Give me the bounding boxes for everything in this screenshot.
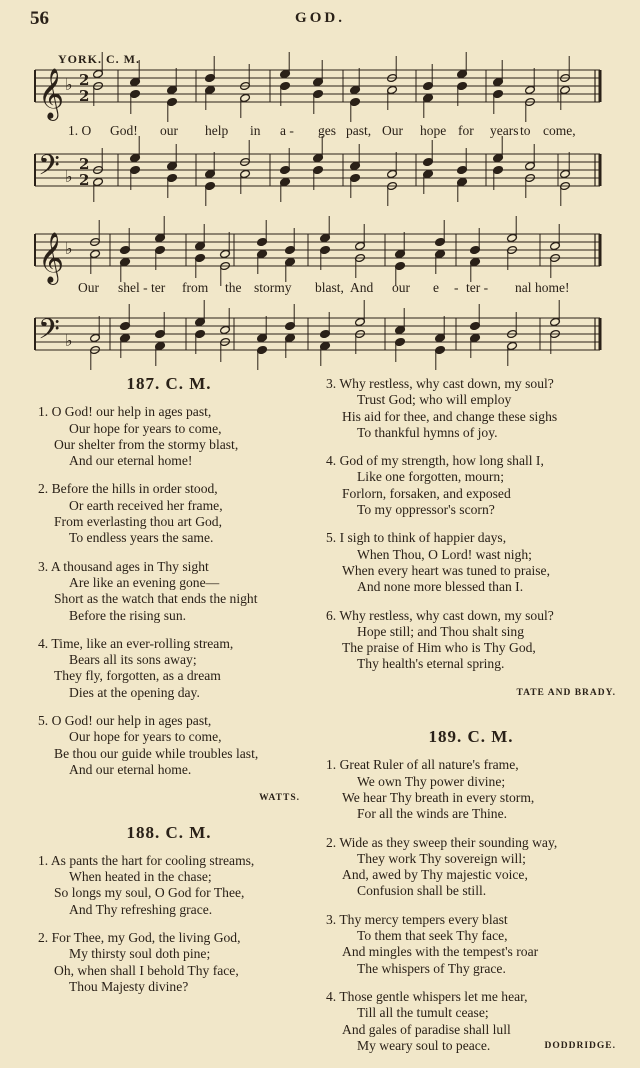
stanza — [326, 912, 616, 977]
flat-icon: ♭ — [65, 239, 73, 258]
stanza — [326, 376, 616, 441]
flat-icon: ♭ — [65, 75, 73, 94]
verse-line: And our eternal home. — [69, 761, 192, 777]
lyric-syllable: shel - ter — [118, 280, 166, 295]
flat-icon: ♭ — [65, 331, 73, 350]
stanza — [38, 930, 300, 995]
bass-clef-icon: 𝄢 — [38, 313, 60, 353]
verse-line: My weary soul to peace. — [357, 1037, 491, 1053]
verse-line: Thou Majesty divine? — [69, 978, 189, 994]
time-signature-top: 2 — [79, 71, 90, 89]
time-signature-bottom: 2 — [79, 87, 90, 105]
verse-line: 3. Why restless, why cast down, my soul? — [326, 376, 554, 391]
author-attribution: WATTS. — [259, 793, 300, 804]
lyric-syllable: home! — [535, 280, 570, 295]
right-column — [326, 376, 616, 1068]
lyric-syllable: ter - — [466, 280, 489, 295]
verse-line: Confusion shall be still. — [357, 883, 487, 899]
lyric-syllable: Our — [382, 123, 403, 138]
lyric-syllable: hope — [420, 123, 447, 138]
stanza — [326, 453, 616, 518]
verse-line: 6. Why restless, why cast down, my soul? — [326, 607, 554, 623]
verse-line: When heated in the chase; — [69, 869, 212, 885]
stanza — [326, 835, 616, 900]
verse-line: Or earth received her frame, — [69, 497, 223, 513]
verse-line: We hear Thy breath in every storm, — [342, 789, 535, 805]
lyric-syllable: Our — [78, 280, 99, 295]
hymn-189-heading: 189. C. M. — [428, 727, 514, 747]
verse-line: Before the rising sun. — [69, 607, 187, 623]
verse-line: Our shelter from the stormy blast, — [54, 436, 239, 452]
lyric-syllable: stormy — [254, 280, 292, 295]
lyric-syllable: help — [205, 123, 229, 138]
stanza — [38, 404, 300, 469]
verse-line: And none more blessed than I. — [357, 579, 524, 595]
verse-line: 3. A thousand ages in Thy sight — [38, 558, 209, 574]
verse-line: To thankful hymns of joy. — [357, 424, 498, 440]
verse-line: To endless years the same. — [69, 530, 214, 546]
verse-line: 5. I sigh to think of happier days, — [326, 530, 507, 546]
author-attribution: DODDRIDGE. — [544, 1041, 616, 1052]
verse-line: To them that seek Thy face, — [357, 928, 508, 944]
verse-line: Till all the tumult cease; — [357, 1005, 489, 1021]
verse-line: 3. Thy mercy tempers every blast — [326, 911, 508, 927]
verse-line: The praise of Him who is Thy God, — [342, 640, 536, 656]
verse-line: 4. Those gentle whispers let me hear, — [326, 988, 528, 1004]
verse-line: 4. God of my strength, how long shall I, — [326, 453, 544, 469]
stanza — [326, 530, 616, 595]
verse-line: When every heart was tuned to praise, — [342, 562, 550, 578]
verse-line: 2. Before the hills in order stood, — [38, 481, 218, 497]
tune-name: YORK. C. M. — [58, 52, 140, 66]
lyric-syllable: blast, — [315, 280, 344, 295]
lyric-syllable: ges — [318, 123, 336, 138]
verse-line: Hope still; and Thou shalt sing — [357, 623, 525, 639]
lyric-syllable: the — [225, 280, 242, 295]
time-signature-top: 2 — [79, 155, 90, 173]
verse-line: Bears all its sons away; — [69, 652, 197, 668]
verse-line: Our hope for years to come, — [69, 729, 222, 745]
verse-line: So longs my soul, O God for Thee, — [54, 885, 245, 901]
running-head: GOD. — [295, 10, 345, 26]
verse-line: 1. As pants the hart for cooling streams, — [38, 852, 255, 868]
lyric-syllable: - — [454, 280, 459, 295]
treble-clef-icon: 𝄞 — [38, 68, 65, 119]
treble-clef-icon: 𝄞 — [38, 232, 65, 283]
verse-line: Short as the watch that ends the night — [54, 591, 258, 607]
verse-line: 2. For Thee, my God, the living God, — [38, 930, 241, 946]
verse-line: His aid for thee, and change these sighs — [342, 408, 558, 424]
verse-line: The whispers of Thy grace. — [357, 960, 506, 976]
flat-icon: ♭ — [65, 167, 73, 186]
verse-line: And mingles with the tempest's roar — [342, 944, 539, 960]
lyric-syllable: our — [392, 280, 410, 295]
stanza — [326, 608, 616, 673]
time-signature-bottom: 2 — [79, 171, 90, 189]
lyric-syllable: 1. O — [68, 123, 92, 138]
verse-line: And, awed by Thy majestic voice, — [342, 867, 528, 883]
verse-line: 2. Wide as they sweep their sounding way, — [326, 834, 558, 850]
verse-line: To my oppressor's scorn? — [357, 502, 495, 518]
stanza — [38, 636, 300, 701]
lyric-syllable: our — [160, 123, 178, 138]
verse-line: For all the winds are Thine. — [357, 806, 508, 822]
stanza — [38, 713, 300, 778]
lyric-syllable: from — [182, 280, 209, 295]
verse-line: 1. O God! our help in ages past, — [38, 404, 212, 420]
verse-line: Be thou our guide while troubles last, — [54, 745, 259, 761]
verse-line: They fly, forgotten, as a dream — [54, 668, 221, 684]
verse-line: They work Thy sovereign will; — [357, 850, 526, 866]
verse-line: Oh, when shall I behold Thy face, — [54, 962, 239, 978]
verse-line: When Thou, O Lord! wast nigh; — [357, 546, 532, 562]
verse-line: Thy health's eternal spring. — [357, 656, 505, 672]
verse-line: 4. Time, like an ever-rolling stream, — [38, 635, 234, 651]
lyric-syllable: a - — [280, 123, 294, 138]
verse-line: And Thy refreshing grace. — [69, 901, 213, 917]
verse-line: Our hope for years to come, — [69, 420, 222, 436]
lyric-syllable: e — [433, 280, 439, 295]
verse-line: Are like an evening gone— — [69, 574, 220, 590]
lyric-syllable: in — [250, 123, 261, 138]
lyric-syllable: for — [458, 123, 474, 138]
verse-line: Dies at the opening day. — [69, 684, 200, 700]
lyric-syllable: years — [490, 123, 519, 138]
verse-line: 5. O God! our help in ages past, — [38, 713, 212, 729]
stanza — [38, 481, 300, 546]
verse-line: My thirsty soul doth pine; — [69, 946, 211, 962]
lyric-syllable: nal — [515, 280, 532, 295]
hymn-187-heading: 187. C. M. — [126, 374, 212, 393]
lyric-syllable: come, — [543, 123, 576, 138]
music-score — [0, 0, 640, 370]
verse-line: And gales of paradise shall lull — [342, 1021, 511, 1037]
author-attribution: TATE AND BRADY. — [516, 687, 616, 698]
stanza — [38, 559, 300, 624]
bass-clef-icon: 𝄢 — [38, 149, 60, 189]
lyric-syllable: And — [350, 280, 374, 295]
stanza — [326, 757, 616, 822]
page-number: 56 — [30, 8, 49, 29]
verse-line: Like one forgotten, mourn; — [357, 469, 504, 485]
stanza — [38, 853, 300, 918]
lyric-syllable: God! — [110, 123, 138, 138]
verse-line: From everlasting thou art God, — [54, 514, 223, 530]
lyric-syllable: to — [520, 123, 531, 138]
hymn-188-heading: 188. C. M. — [126, 822, 212, 842]
verse-line: We own Thy power divine; — [357, 773, 506, 789]
verse-line: 1. Great Ruler of all nature's frame, — [326, 757, 519, 773]
left-column — [38, 376, 300, 1007]
lyric-syllable: past, — [346, 123, 372, 138]
verse-line: Forlorn, forsaken, and exposed — [342, 485, 511, 501]
verse-line: Trust God; who will employ — [357, 392, 512, 408]
verse-line: And our eternal home! — [69, 453, 193, 469]
